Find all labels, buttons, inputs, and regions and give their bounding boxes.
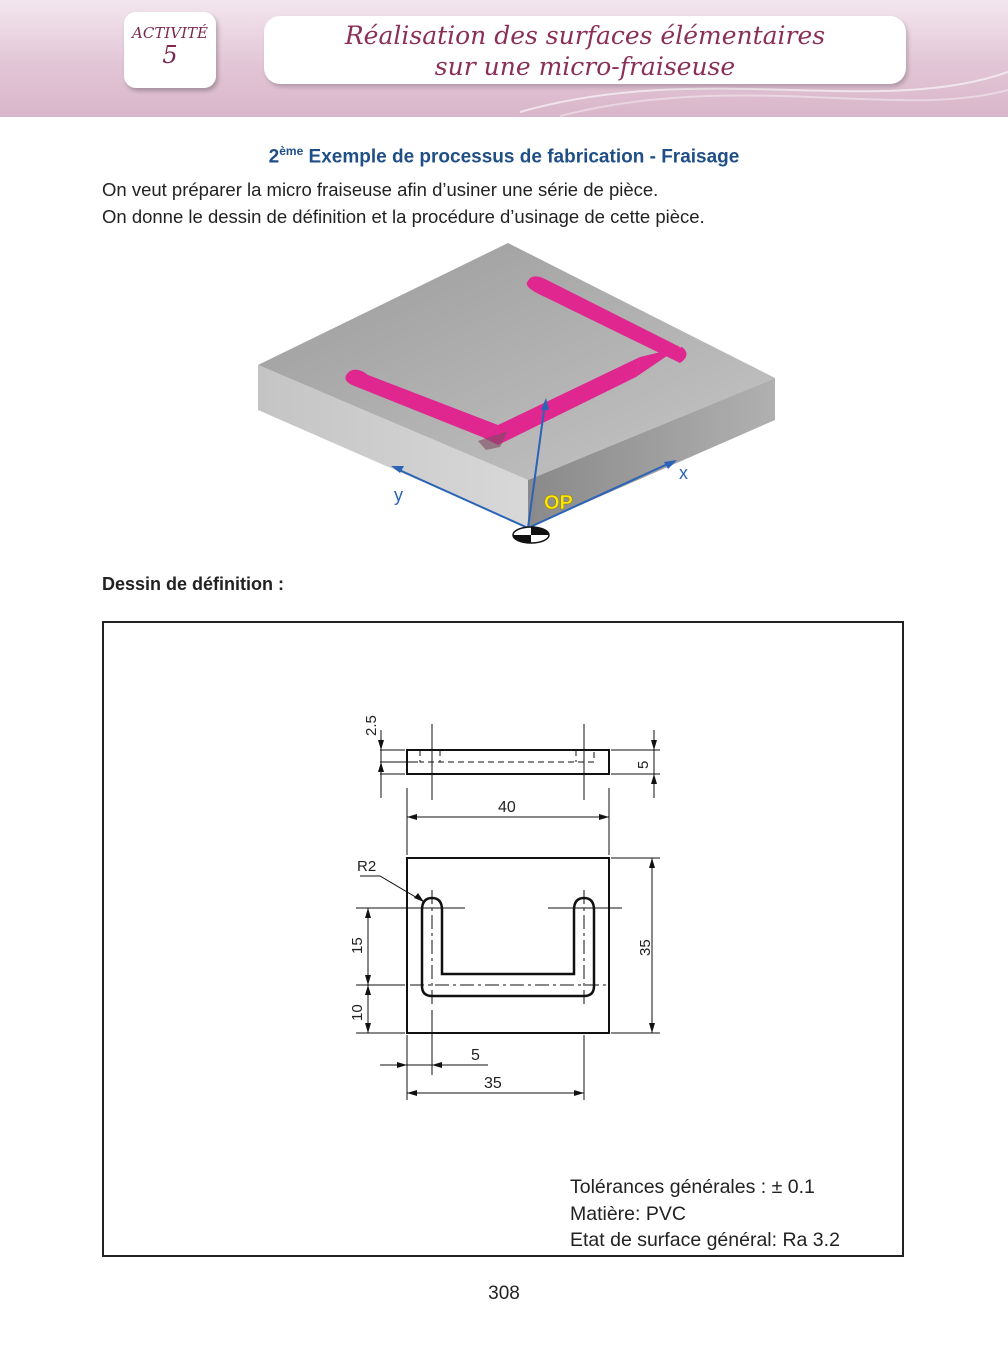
axis-x-label: x: [679, 463, 688, 483]
intro-paragraph-2: On donne le dessin de définition et la procédure d’usinage de cette pièce.: [102, 206, 705, 227]
activity-number: 5: [162, 41, 178, 69]
part-3d-illustration: [0, 235, 1008, 565]
heading-number: 2: [268, 146, 280, 168]
side-view-hidden-slots: [420, 750, 594, 762]
page-number: 308: [488, 1283, 520, 1304]
dim-height-text: 35: [637, 939, 654, 956]
intro-paragraph-1: On veut préparer la micro fraiseuse afin d’usiner une série de pièce.: [102, 179, 659, 200]
heading-text: Exemple de processus de fabrication - Fraisage: [303, 146, 740, 168]
tolerances-text: Tolérances générales : ± 0.1: [570, 1176, 815, 1198]
activity-label: ACTIVITÉ: [132, 24, 208, 42]
dimension-arrowheads: [365, 740, 657, 1096]
origin-label: OP: [544, 492, 573, 514]
slot-centerlines: [410, 890, 606, 1006]
technical-drawing: [0, 690, 1008, 1190]
surface-finish-text: Etat de surface général: Ra 3.2: [570, 1229, 840, 1251]
title-line-2: sur une micro-fraiseuse: [434, 52, 736, 81]
drawing-section-label: Dessin de définition :: [102, 574, 285, 594]
dim-width-text: 40: [498, 799, 516, 816]
heading-superscript: ème: [279, 144, 304, 158]
dim-slot-offset-text: 10: [349, 1004, 366, 1021]
dim-slot-length-text: 15: [349, 937, 366, 954]
dim-depth-text: 2.5: [363, 715, 380, 736]
axis-y-label: y: [394, 485, 403, 505]
material-text: Matière: PVC: [570, 1203, 686, 1225]
activity-badge: [124, 12, 216, 88]
dim-thickness-text: 5: [635, 760, 652, 769]
page-title: [264, 16, 906, 84]
front-view-outline: [407, 858, 609, 1033]
front-view-u-slot: [422, 898, 594, 996]
title-line-1: Réalisation des surfaces élémentaires: [344, 21, 826, 50]
dim-edge-offset-text: 5: [471, 1047, 480, 1064]
section-heading: [0, 144, 1008, 168]
dim-radius-text: R2: [357, 858, 377, 875]
origin-symbol: [513, 527, 549, 543]
dim-slot-spacing-text: 35: [484, 1075, 502, 1092]
